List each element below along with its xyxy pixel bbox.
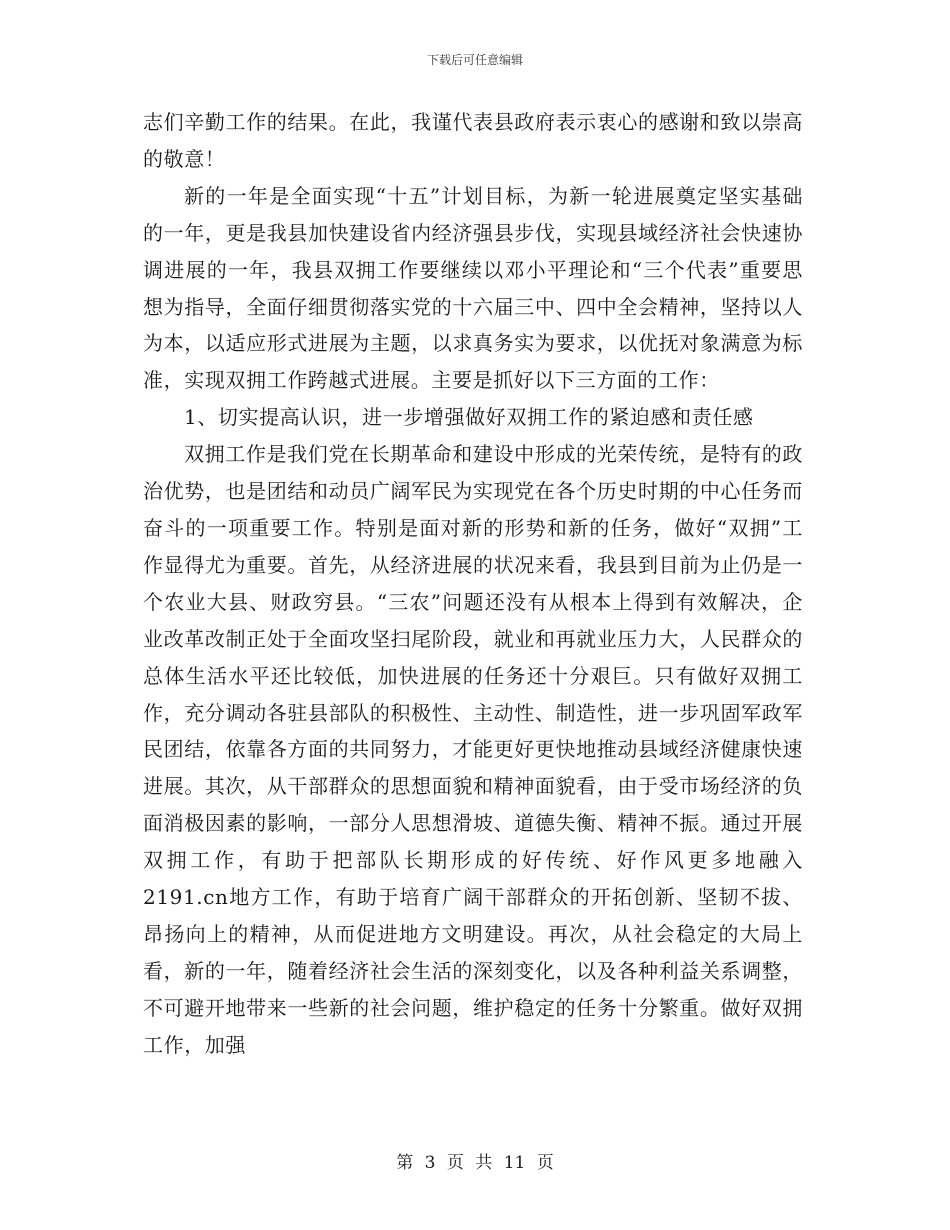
paragraph-continuation: 志们辛勤工作的结果。在此，我谨代表县政府表示衷心的感谢和致以崇高的敬意！: [143, 110, 803, 171]
paragraph-shuangyong-work: 双拥工作是我们党在长期革命和建设中形成的光荣传统，是特有的政治优势，也是团结和动员广阔军民为实现党在各个历史时期的中心任务而奋斗的一项重要工作。特别是面对新的形势和新的任务，做好“双拥”工作显得尤为重要。首先，从经济进展的状况来看，我县到目前为止仍是一个农业大县、财政穷县。“三农”问题还没有从根本上得到有效解决，企业改革改制正处于全面攻坚扫尾阶段，就业和再就业压力大，人民群众的总体生活水平还比较低，加快进展的任务还十分艰巨。只有做好双拥工作，充分调动各驻县部队的积极性、主动性、制造性，进一步巩固军政军民团结，依靠各方面的共同努力，才能更好更快地推动县域经济健康快速进展。其次，从干部群众的思想面貌和精神面貌看，由于受市场经济的负面消极因素的影响，一部分人思想滑坡、道德失衡、精神不振。通过开展双拥工作，有助于把部队长期形成的好传统、好作风更多地融入2191.cn地方工作，有助于培育广阔干部群众的开拓创新、坚韧不拔、昂扬向上的精神，从而促进地方文明建设。再次，从社会稳定的大局上看，新的一年，随着经济社会生活的深刻变化，以及各种利益关系调整，不可避开地带来一些新的社会问题，维护稳定的任务十分繁重。做好双拥工作，加强: [143, 442, 803, 1057]
page-number: 第 3 页 共 11 页: [396, 1153, 554, 1173]
paragraph-new-year-plan: 新的一年是全面实现“十五”计划目标，为新一轮进展奠定坚实基础的一年，更是我县加快建设省内经济强县步伐，实现县域经济社会快速协调进展的一年，我县双拥工作要继续以邓小平理论和“三个代表”重要思想为指导，全面仔细贯彻落实党的十六届三中、四中全会精神，坚持以人为本，以适应形式进展为主题，以求真务实为要求，以优抚对象满意为标准，实现双拥工作跨越式进展。主要是抓好以下三方面的工作：: [143, 183, 803, 393]
page-header: 下载后可任意编辑: [426, 53, 523, 67]
section-heading-1: 1、切实提高认识，进一步增强做好双拥工作的紧迫感和责任感: [184, 405, 754, 430]
document-body: [143, 104, 803, 1064]
